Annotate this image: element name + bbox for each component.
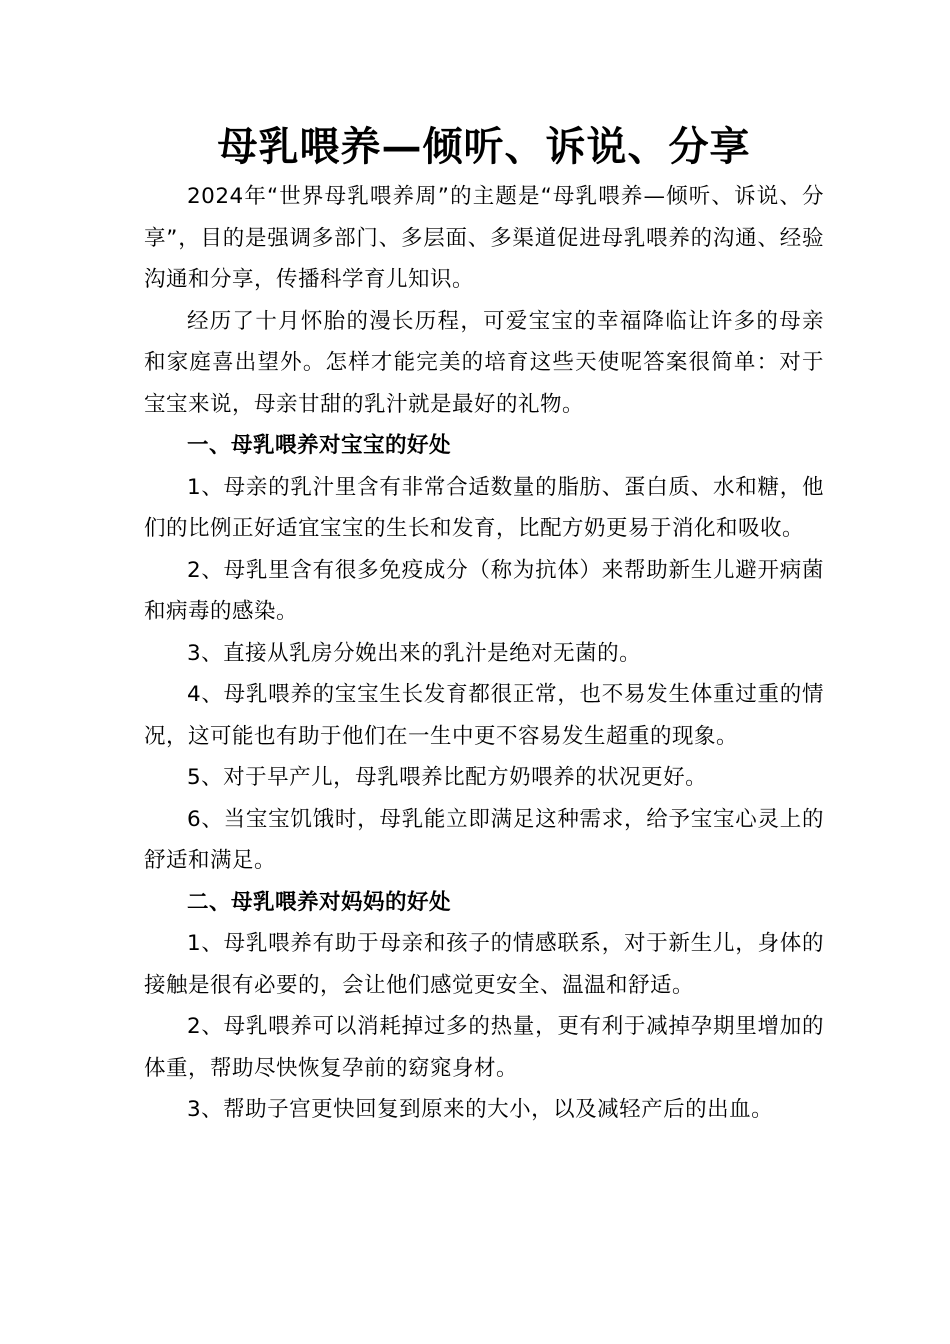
intro-paragraph-2: 经历了十月怀胎的漫长历程，可爱宝宝的幸福降临让许多的母亲和家庭喜出望外。怎样才能完美的培育这些天使呢答案很简单：对于宝宝来说，母亲甘甜的乳汁就是最好的礼物。	[144, 308, 824, 417]
list-item: 1、母乳喂养有助于母亲和孩子的情感联系，对于新生儿，身体的接触是很有必要的，会让他们感觉更安全、温温和舒适。	[144, 931, 824, 998]
list-item: 3、帮助子宫更快回复到原来的大小，以及减轻产后的出血。	[187, 1097, 774, 1122]
list-item: 2、母乳喂养可以消耗掉过多的热量，更有利于减掉孕期里增加的体重，帮助尽快恢复孕前的窈窕身材。	[144, 1014, 824, 1081]
intro-paragraph: 2024年“世界母乳喂养周”的主题是“母乳喂养—倾听、诉说、分享”，目的是强调多部门、多层面、多渠道促进母乳喂养的沟通、经验沟通和分享，传播科学育儿知识。	[144, 184, 824, 292]
list-item: 3、直接从乳房分娩出来的乳汁是绝对无菌的。	[187, 640, 642, 666]
section-heading-baby: 一、母乳喂养对宝宝的好处	[187, 433, 452, 458]
list-item: 1、母亲的乳汁里含有非常合适数量的脂肪、蛋白质、水和糖，他们的比例正好适宜宝宝的生长和发育，比配方奶更易于消化和吸收。	[144, 474, 824, 541]
list-item: 6、当宝宝饥饿时，母乳能立即满足这种需求，给予宝宝心灵上的舒适和满足。	[144, 806, 824, 873]
list-item: 4、母乳喂养的宝宝生长发育都很正常，也不易发生体重过重的情况，这可能也有助于他们在一生中更不容易发生超重的现象。	[144, 682, 824, 749]
section-heading-mother: 二、母乳喂养对妈妈的好处	[187, 889, 452, 915]
document-title: 母乳喂养—倾听、诉说、分享	[217, 123, 751, 170]
list-item: 5、对于早产儿，母乳喂养比配方奶喂养的状况更好。	[187, 765, 708, 790]
document-page	[144, 118, 824, 1131]
list-item: 2、母乳里含有很多免疫成分（称为抗体）来帮助新生儿避开病菌和病毒的感染。	[144, 557, 824, 624]
